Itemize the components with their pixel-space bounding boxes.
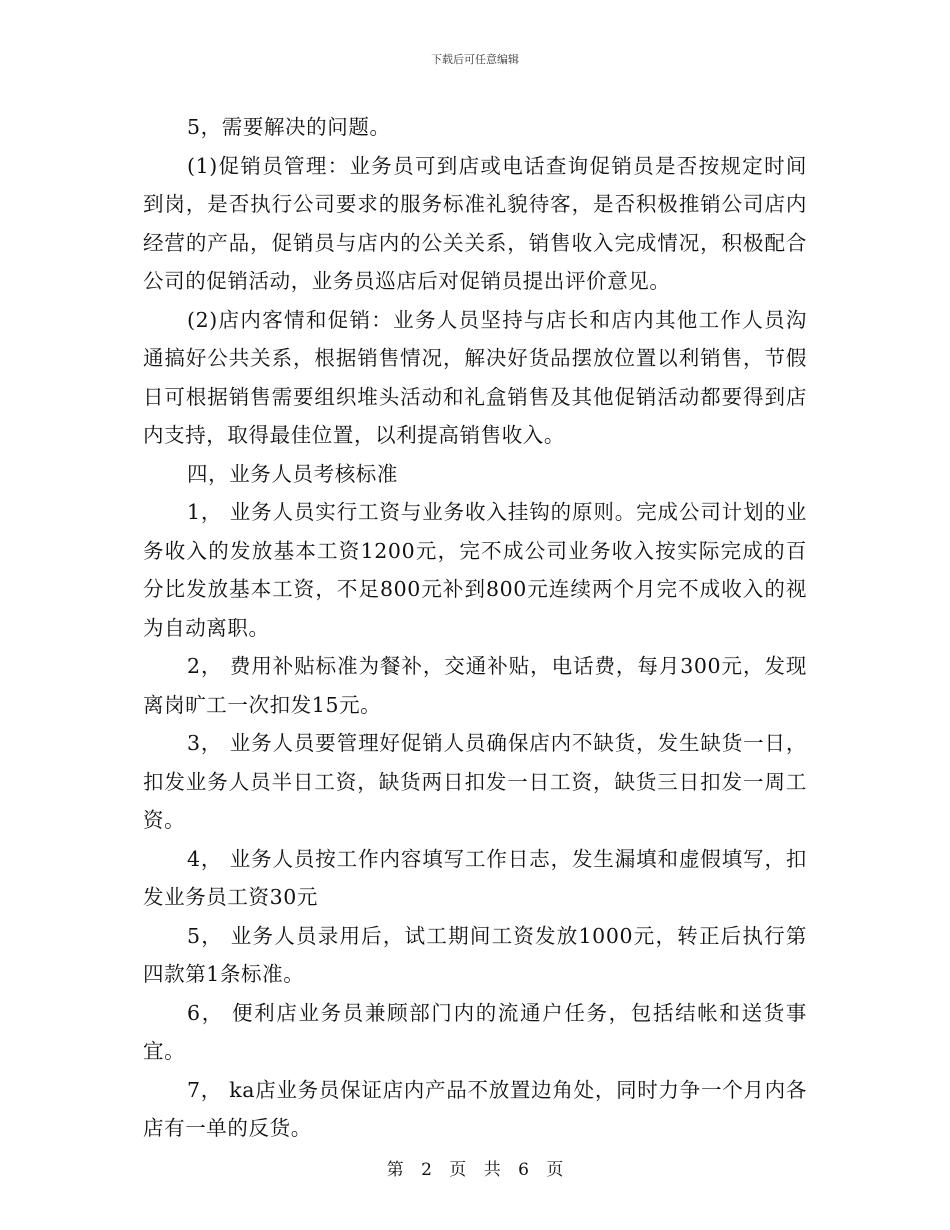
paragraph-rule-3: 3， 业务人员要管理好促销人员确保店内不缺货，发生缺货一日，扣发业务人员半日工资，缺货两日扣发一日工资，缺货三日扣发一周工资。 (143, 731, 807, 832)
paragraph-rule-6: 6， 便利店业务员兼顾部门内的流通户任务，包括结帐和送货事宜。 (143, 1000, 807, 1063)
footer-page-number: 2 (421, 1160, 432, 1180)
paragraph-problems-heading: 5，需要解决的问题。 (187, 115, 391, 139)
paragraph-rule-4: 4， 业务人员按工作内容填写工作日志，发生漏填和虚假填写，扣发业务员工资30元 (143, 846, 807, 909)
footer-page-word: 页 (449, 1160, 467, 1180)
paragraph-store-relations: (2)店内客情和促销：业务人员坚持与店长和店内其他工作人员沟通搞好公共关系，根据销售情况，解决好货品摆放位置以利销售，节假日可根据销售需要组织堆头活动和礼盒销售及其他促销活动都要得到店内支持，取得最佳位置，以利提高销售收入。 (143, 307, 807, 447)
page-header: 下载后可任意编辑 (431, 53, 519, 66)
paragraph-promoter-management: (1)促销员管理：业务员可到店或电话查询促销员是否按规定时间到岗，是否执行公司要求的服务标准礼貌待客，是否积极推销公司店内经营的产品，促销员与店内的公关关系，销售收入完成情况，积极配合公司的促销活动，业务员巡店后对促销员提出评价意见。 (143, 153, 807, 293)
footer-prefix: 第 (386, 1160, 404, 1180)
footer-total-word: 共 (483, 1160, 501, 1180)
paragraph-rule-2: 2， 费用补贴标准为餐补，交通补贴，电话费，每月300元，发现离岗旷工一次扣发15元。 (143, 654, 807, 717)
document-body (143, 108, 807, 1148)
footer-total-pages: 6 (518, 1160, 529, 1180)
paragraph-rule-1: 1， 业务人员实行工资与业务收入挂钩的原则。完成公司计划的业务收入的发放基本工资1200元，完不成公司业务收入按实际完成的百分比发放基本工资，不足800元补到800元连续两个月完不成收入的视为自动离职。 (143, 500, 807, 640)
paragraph-rule-7: 7， ka店业务员保证店内产品不放置边角处，同时力争一个月内各店有一单的反货。 (143, 1077, 807, 1140)
footer-suffix: 页 (546, 1160, 564, 1180)
section-heading-assessment: 四，业务人员考核标准 (187, 461, 398, 486)
paragraph-rule-5: 5， 业务人员录用后，试工期间工资发放1000元，转正后执行第四款第1条标准。 (143, 923, 807, 986)
page-footer (0, 1155, 950, 1180)
